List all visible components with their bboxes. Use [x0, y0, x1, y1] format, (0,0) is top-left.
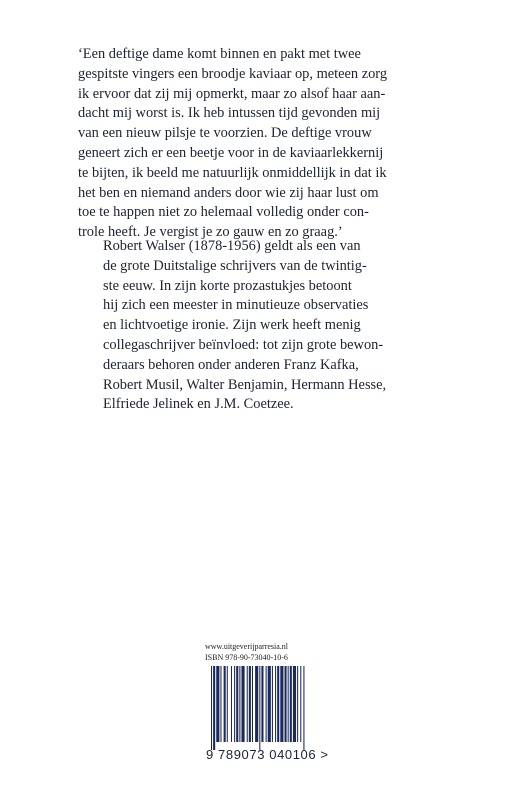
bio-line: Robert Walser (1878-1956) geldt als een van	[103, 238, 361, 254]
barcode-bar	[224, 666, 226, 742]
barcode-bar	[236, 666, 238, 742]
barcode-bar	[268, 666, 271, 742]
barcode-bar	[241, 666, 244, 742]
quote-line: gespitste vingers een broodje kaviaar op, meteen zorg	[78, 65, 388, 82]
back-cover-quote	[78, 45, 478, 243]
quote-line: het ben en niemand anders door wie zij haar lust om	[78, 184, 379, 201]
publisher-website: www.uitgeverijparresia.nl	[205, 642, 289, 651]
bio-line: de grote Duitstalige schrijvers van de twintig-	[103, 257, 367, 274]
barcode-bar	[247, 666, 248, 742]
quote-line: dacht mij worst is. Ik heb intussen tijd gevonden mij	[78, 105, 381, 122]
barcode-digits: 9 789073 040106 >	[206, 747, 329, 762]
bio-line: deraars behoren onder anderen Franz Kafka,	[103, 356, 359, 373]
barcode-bar	[255, 666, 258, 742]
author-bio	[103, 237, 483, 415]
barcode-bar	[231, 666, 232, 742]
bio-line: ste eeuw. In zijn korte prozastukjes betoont	[103, 277, 352, 294]
quote-line: ik ervoor dat zij mij opmerkt, maar zo alsof haar aan-	[78, 85, 386, 102]
isbn-label: ISBN 978-90-73040-10-6	[205, 653, 288, 662]
barcode-bar	[227, 666, 228, 742]
barcode-bar	[239, 666, 240, 742]
barcode-bar	[272, 666, 273, 742]
barcode-bar	[288, 666, 289, 742]
barcode-block	[205, 641, 345, 750]
barcode-bar	[252, 666, 253, 742]
bio-line: hij zich een meester in minutieuze observaties	[103, 297, 369, 314]
barcode-bar	[216, 666, 219, 742]
bio-line: Robert Musil, Walter Benjamin, Hermann Hesse,	[103, 376, 387, 393]
barcode-bar	[220, 666, 221, 742]
barcode-bar	[261, 666, 263, 742]
barcode-bar	[266, 666, 267, 742]
barcode-bar	[290, 666, 292, 742]
barcode-bar	[234, 666, 235, 742]
barcode-bar	[293, 666, 296, 742]
bio-line: en lichtvoetige ironie. Zijn werk heeft menig	[103, 317, 361, 334]
barcode-bar	[249, 666, 251, 742]
barcode-bar	[277, 666, 279, 742]
barcode-bar	[211, 666, 212, 750]
quote-line: geneert zich er een beetje voor in de kaviaarlekkernij	[78, 144, 384, 161]
barcode-bar	[213, 666, 215, 750]
quote-line: van een nieuw pilsje te voorzien. De deftige vrouw	[78, 125, 372, 142]
barcode-bar	[303, 666, 304, 750]
barcode-bar	[285, 666, 287, 742]
quote-line: ‘Een deftige dame komt binnen en pakt met twee	[78, 46, 361, 62]
barcode-bar	[280, 666, 283, 742]
quote-line: trole heeft. Je vergist je zo gauw en zo graag.’	[78, 224, 343, 241]
barcode-icon	[205, 666, 345, 750]
barcode-bar	[297, 666, 298, 742]
barcode-bar	[275, 666, 276, 742]
barcode-bar	[300, 666, 301, 742]
quote-line: te bijten, ik beeld me natuurlijk onmiddellijk in dat ik	[78, 164, 387, 181]
quote-line: toe te happen niet zo helemaal volledig onder con-	[78, 204, 369, 221]
bio-line: Elfriede Jelinek en J.M. Coetzee.	[103, 396, 294, 413]
barcode-bar	[259, 666, 260, 750]
bio-line: collegaschrijver beïnvloed: tot zijn grote bewon-	[103, 336, 384, 353]
